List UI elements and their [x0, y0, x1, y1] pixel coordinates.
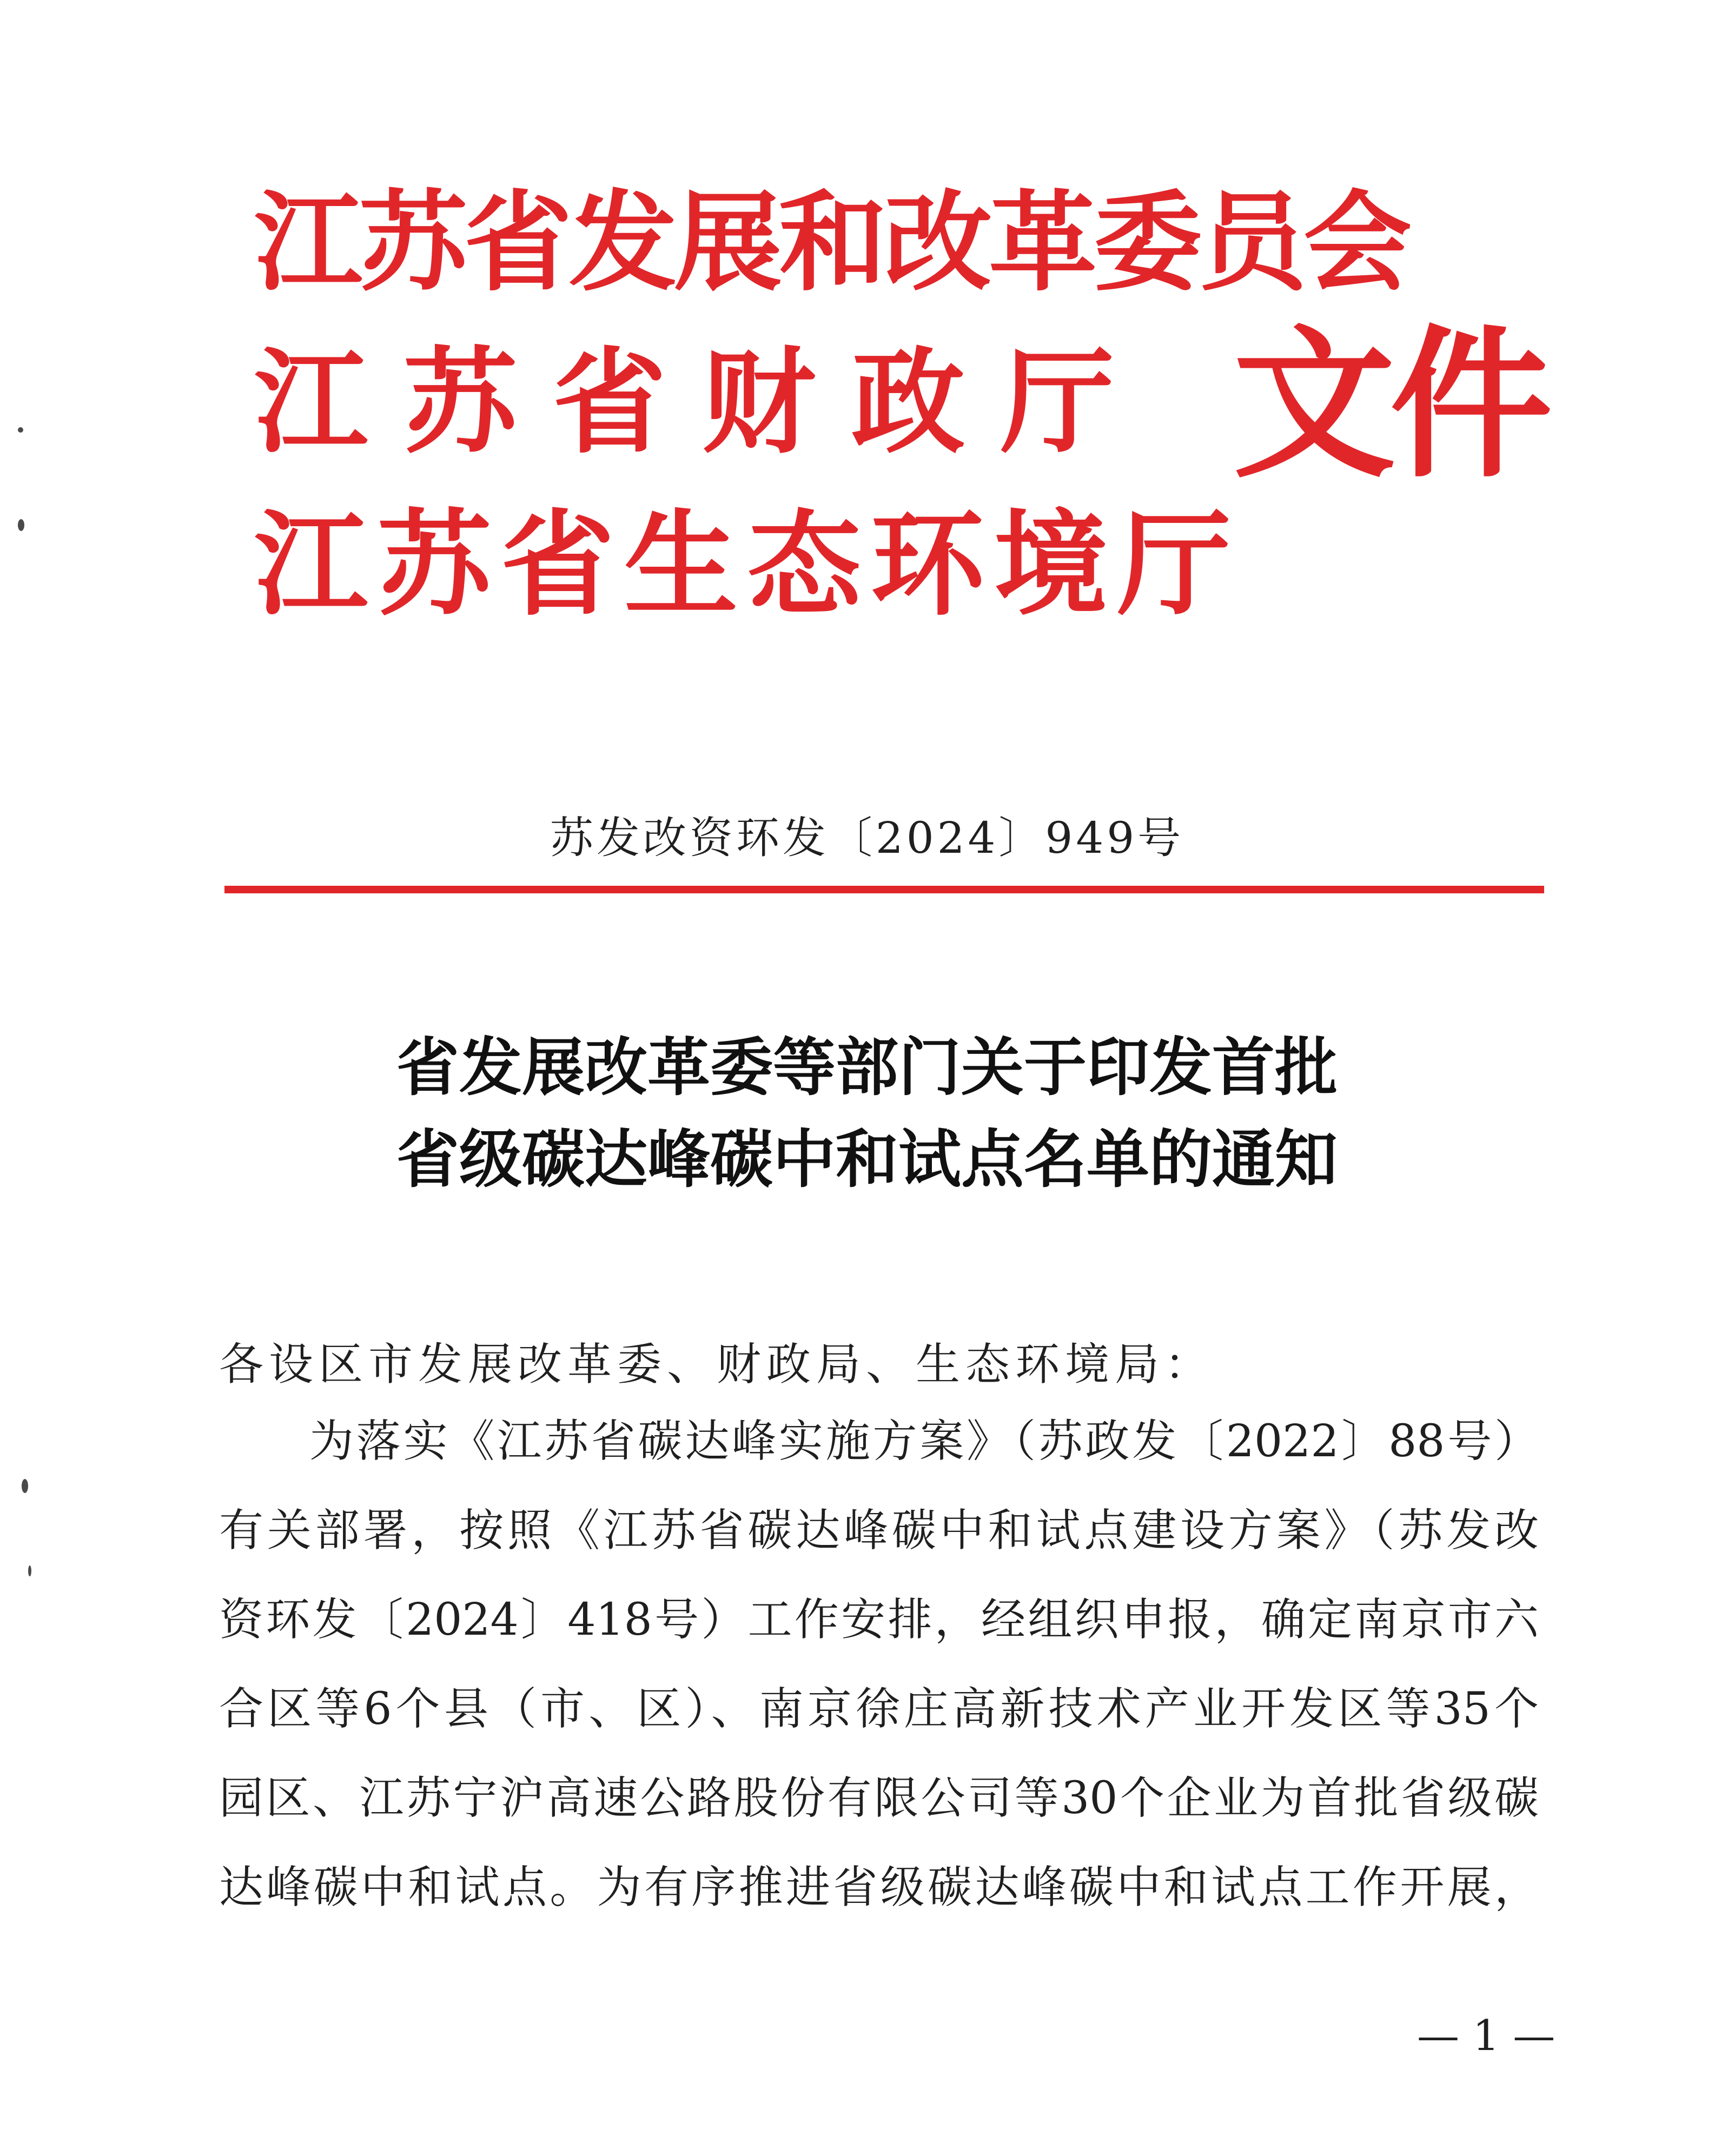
masthead-line-ecology: 江苏省生态环境厅: [254, 499, 1241, 631]
scan-speck: [18, 427, 23, 433]
salutation: 各设区市发展改革委、财政局、生态环境局：: [219, 1339, 1215, 1390]
red-divider-line: [224, 886, 1544, 893]
red-masthead: [254, 178, 1547, 665]
title-line-2: 省级碳达峰碳中和试点名单的通知: [396, 1123, 1338, 1196]
body-line-1: 为落实《江苏省碳达峰实施方案》（苏政发〔2022〕88号）: [309, 1416, 1539, 1467]
body-line-3: 资环发〔2024〕418号）工作安排，经组织申报，确定南京市六: [219, 1594, 1539, 1646]
masthead-line-ndrc: 江苏省发展和改革委员会: [254, 180, 1409, 306]
scan-speck: [18, 519, 24, 531]
document-title: [0, 1022, 1734, 1206]
document-number: 苏发改资环发〔2024〕949号: [550, 813, 1184, 863]
body-line-4: 合区等6个县（市、区）、南京徐庄高新技术产业开发区等35个: [219, 1683, 1539, 1735]
scan-speck: [28, 1565, 31, 1576]
masthead-line-finance: 江苏省财政厅: [254, 336, 1150, 469]
masthead-suffix: 文件: [1233, 311, 1547, 500]
body-line-6: 达峰碳中和试点。为有序推进省级碳达峰碳中和试点工作开展，: [219, 1862, 1539, 1913]
title-line-1: 省发展改革委等部门关于印发首批: [396, 1031, 1338, 1104]
page-number: — 1 —: [1417, 2012, 1556, 2060]
scan-speck: [22, 1479, 28, 1493]
body-line-5: 园区、江苏宁沪高速公路股份有限公司等30个企业为首批省级碳: [219, 1773, 1539, 1824]
body-line-2: 有关部署，按照《江苏省碳达峰碳中和试点建设方案》（苏发改: [219, 1505, 1539, 1556]
